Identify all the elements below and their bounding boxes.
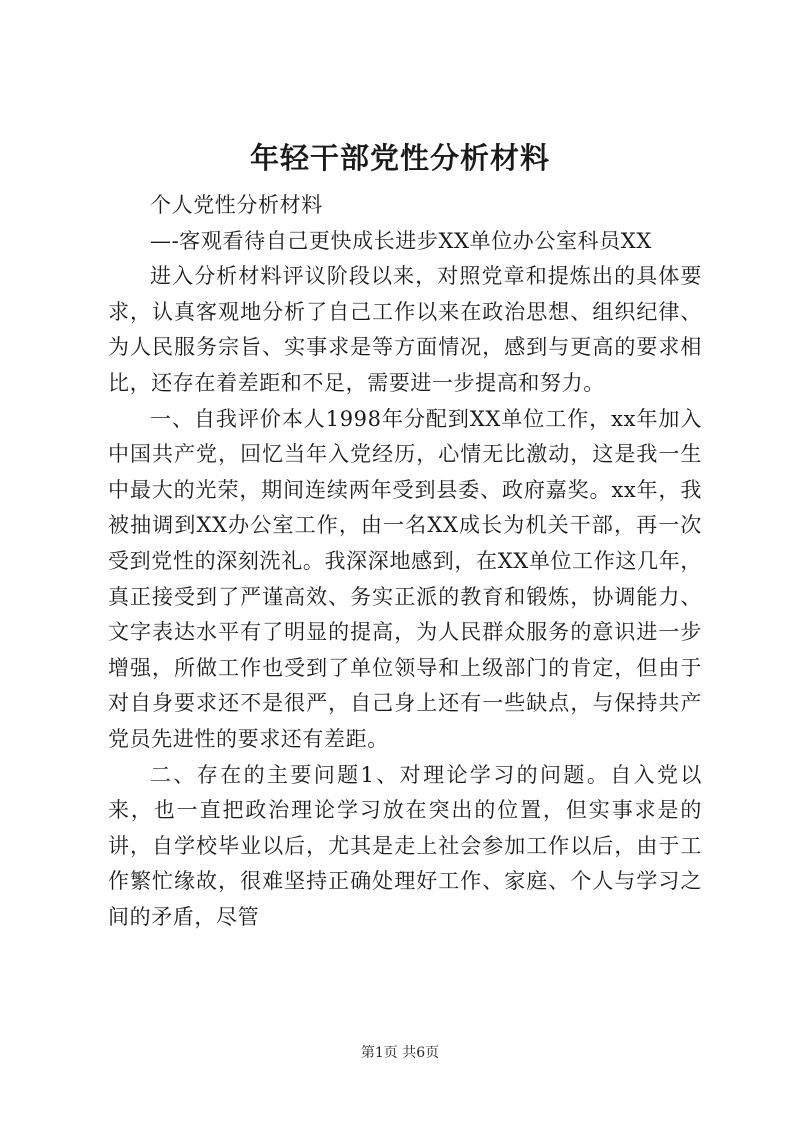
paragraph-intro: 进入分析材料评议阶段以来，对照党章和提炼出的具体要求，认真客观地分析了自己工作以来在政治思想、组织纪律、为人民服务宗旨、实事求是等方面情况，感到与更高的要求相比，还存在着差距和不足，需要进一步提高和努力。 <box>108 264 702 395</box>
paragraph-self-evaluation: 一、自我评价本人1998年分配到XX单位工作，xx年加入中国共产党，回忆当年入党经历，心情无比激动，这是我一生中最大的光荣，期间连续两年受到县委、政府嘉奖。xx年，我被抽调到XX办公室工作，由一名XX成长为机关干部，再一次受到党性的深刻洗礼。我深深地感到，在XX单位工作这几年，真正接受到了严谨高效、务实正派的教育和锻炼，协调能力、文字表达水平有了明显的提高，为人民群众服务的意识进一步增强，所做工作也受到了单位领导和上级部门的肯定，但由于对自身要求还不是很严，自己身上还有一些缺点，与保持共产党员先进性的要求还有差距。 <box>108 406 702 751</box>
page-footer: 第1页 共6页 <box>360 1045 440 1061</box>
document-body <box>108 188 702 935</box>
paragraph-main-problems: 二、存在的主要问题1、对理论学习的问题。自入党以来，也一直把政治理论学习放在突出的位置，但实事求是的讲，自学校毕业以后，尤其是走上社会参加工作以后，由于工作繁忙缘故，很难坚持正确处理好工作、家庭、个人与学习之间的矛盾，尽管 <box>108 762 702 929</box>
document-title: 年轻干部党性分析材料 <box>249 141 550 175</box>
paragraph-byline: —-客观看待自己更快成长进步XX单位办公室科员XX <box>150 228 652 253</box>
paragraph-subtitle: 个人党性分析材料 <box>150 193 323 217</box>
